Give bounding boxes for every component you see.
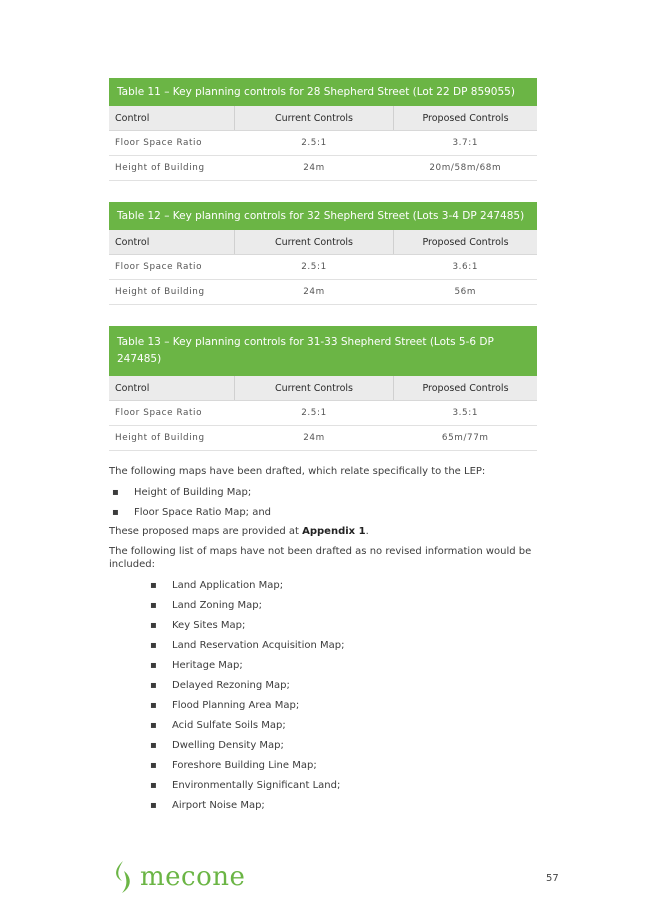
bullet-icon: ▪ (150, 780, 157, 791)
table-cell: Height of Building (109, 426, 235, 451)
table-row (109, 401, 537, 426)
table-cell: 24m (235, 426, 394, 451)
mecone-leaf-icon (110, 859, 136, 895)
table-11 (109, 78, 537, 181)
table-cell: 2.5:1 (235, 255, 394, 280)
bullet-icon: ▪ (150, 600, 157, 611)
column-header: Proposed Controls (394, 376, 538, 401)
bullet-icon: ▪ (112, 487, 119, 498)
table-cell: 3.7:1 (394, 131, 538, 156)
table-row (109, 131, 537, 156)
column-header: Current Controls (235, 230, 394, 255)
bullet-icon: ▪ (112, 507, 119, 518)
table-row (109, 156, 537, 181)
column-header: Control (109, 376, 235, 401)
table-cell: 56m (394, 280, 538, 305)
column-header: Control (109, 106, 235, 131)
bullet-icon: ▪ (150, 740, 157, 751)
table-cell: Floor Space Ratio (109, 131, 235, 156)
table-cell: 3.5:1 (394, 401, 538, 426)
column-header: Current Controls (235, 106, 394, 131)
bullet-icon: ▪ (150, 620, 157, 631)
bullet-icon: ▪ (150, 720, 157, 731)
bullet-icon: ▪ (150, 580, 157, 591)
bullet-icon: ▪ (150, 700, 157, 711)
table-cell: 24m (235, 156, 394, 181)
table-cell: Floor Space Ratio (109, 255, 235, 280)
column-header: Proposed Controls (394, 106, 538, 131)
table-13 (109, 326, 537, 451)
table-cell: 65m/77m (394, 426, 538, 451)
table-caption: Table 12 – Key planning controls for 32 Shepherd Street (Lots 3-4 DP 247485) (109, 202, 537, 230)
table-cell: 2.5:1 (235, 131, 394, 156)
bullet-icon: ▪ (150, 660, 157, 671)
table-cell: Floor Space Ratio (109, 401, 235, 426)
column-header: Proposed Controls (394, 230, 538, 255)
table-caption: Table 11 – Key planning controls for 28 Shepherd Street (Lot 22 DP 859055) (109, 78, 537, 106)
table-cell: 20m/58m/68m (394, 156, 538, 181)
table-row (109, 426, 537, 451)
appendix-sentence: These proposed maps are provided at Appendix 1. (109, 526, 369, 537)
table-cell: Height of Building (109, 156, 235, 181)
table-cell: Height of Building (109, 280, 235, 305)
maps-not-drafted-intro: The following list of maps have not been drafted as no revised information would be included: (109, 546, 532, 570)
bullet-icon: ▪ (150, 800, 157, 811)
table-cell: 24m (235, 280, 394, 305)
column-header: Current Controls (235, 376, 394, 401)
bullet-icon: ▪ (150, 640, 157, 651)
maps-drafted-intro: The following maps have been drafted, which relate specifically to the LEP: (109, 466, 486, 477)
table-cell: 2.5:1 (235, 401, 394, 426)
company-logo-text: mecone (140, 862, 246, 892)
table-row (109, 255, 537, 280)
table-caption: Table 13 – Key planning controls for 31-33 Shepherd Street (Lots 5-6 DP 247485) (109, 326, 537, 376)
appendix-reference: Appendix 1 (302, 526, 366, 537)
column-header: Control (109, 230, 235, 255)
page-number: 57 (546, 873, 559, 884)
bullet-icon: ▪ (150, 760, 157, 771)
table-cell: 3.6:1 (394, 255, 538, 280)
table-row (109, 280, 537, 305)
table-12 (109, 202, 537, 305)
bullet-icon: ▪ (150, 680, 157, 691)
